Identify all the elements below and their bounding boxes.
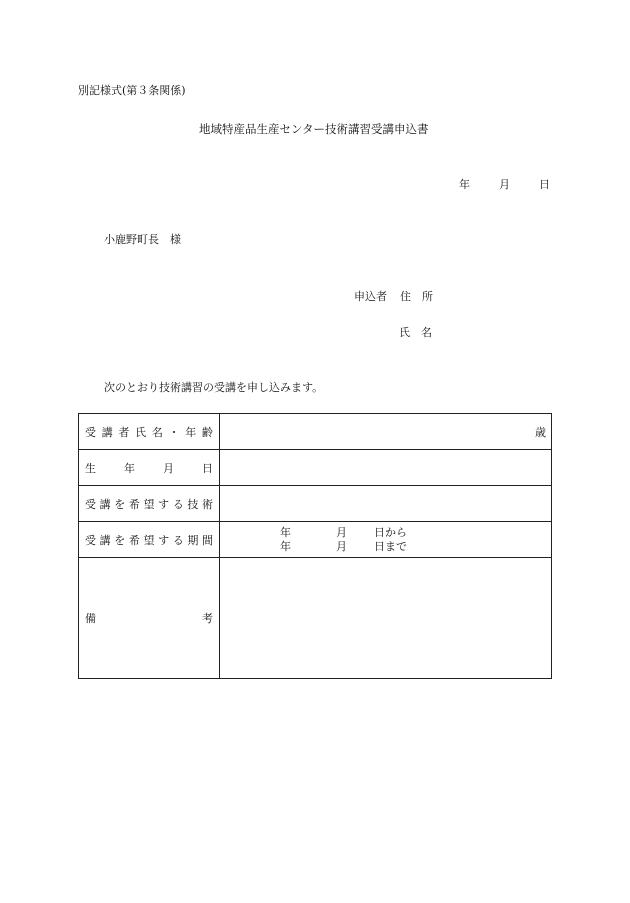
name-label: 氏 名	[399, 326, 432, 339]
applicant-label: 申込者	[354, 290, 387, 303]
label-char: 年	[185, 425, 197, 439]
intro-text: 次のとおり技術講習の受講を申し込みます。	[104, 381, 324, 394]
value-desired-period[interactable]	[220, 522, 552, 558]
label-char: 氏	[135, 425, 147, 439]
label-char: 望	[143, 533, 155, 547]
period-from-line	[280, 526, 551, 540]
period-to-line	[280, 540, 551, 554]
label-name-age	[79, 414, 220, 450]
label-char: 考	[202, 612, 213, 625]
date-line	[459, 176, 550, 192]
label-char: 期	[187, 533, 199, 547]
label-char: 齢	[201, 425, 213, 439]
row-desired-skill	[79, 486, 552, 522]
label-char: 月	[163, 461, 174, 475]
label-char: 間	[202, 533, 213, 547]
label-remarks	[79, 558, 220, 679]
label-char: 日	[202, 461, 213, 475]
label-desired-period	[79, 522, 220, 558]
document-title: 地域特産品生産センター技術講習受講申込書	[199, 122, 429, 136]
label-char: す	[158, 497, 170, 511]
label-char: る	[172, 497, 184, 511]
form-reference: 別記様式(第３条関係)	[78, 84, 186, 97]
label-char: 名	[151, 425, 163, 439]
label-char: ・	[168, 425, 180, 439]
application-table	[78, 413, 552, 679]
label-char: 術	[202, 497, 213, 511]
period-from-day: 日から	[374, 525, 407, 539]
row-desired-period	[79, 522, 552, 558]
label-char: 希	[128, 533, 140, 547]
label-char: 受	[85, 497, 96, 511]
row-remarks	[79, 558, 552, 679]
label-desired-skill	[79, 486, 220, 522]
label-char: を	[114, 533, 126, 547]
row-birthdate	[79, 450, 552, 486]
period-to-year: 年	[280, 539, 291, 553]
label-char: 希	[128, 497, 140, 511]
label-char: 年	[124, 461, 135, 475]
label-char: 者	[118, 425, 130, 439]
value-birthdate[interactable]	[220, 450, 552, 486]
label-char: 講	[101, 425, 113, 439]
date-day: 日	[539, 178, 550, 191]
period-from-year: 年	[280, 525, 291, 539]
label-char: 受	[85, 425, 96, 439]
period-to-month: 月	[336, 539, 347, 553]
label-char: を	[114, 497, 126, 511]
label-char: る	[172, 533, 184, 547]
label-char: 技	[187, 497, 199, 511]
value-remarks[interactable]	[220, 558, 552, 679]
value-name-age[interactable]	[220, 414, 552, 450]
label-char: す	[158, 533, 170, 547]
label-char: 講	[99, 497, 111, 511]
period-lines	[220, 526, 551, 554]
label-char: 望	[143, 497, 155, 511]
applicant-address-line	[354, 288, 433, 304]
address-label: 住 所	[400, 290, 433, 303]
age-suffix: 歳	[535, 425, 546, 439]
label-char: 受	[85, 533, 96, 547]
period-to-day: 日まで	[374, 539, 407, 553]
label-char: 講	[99, 533, 111, 547]
label-char: 備	[85, 612, 96, 625]
date-month: 月	[499, 178, 510, 191]
row-name-age	[79, 414, 552, 450]
label-char: 生	[85, 461, 96, 475]
date-year: 年	[459, 178, 470, 191]
label-birthdate	[79, 450, 220, 486]
addressee: 小鹿野町長 様	[104, 233, 181, 246]
period-from-month: 月	[336, 525, 347, 539]
value-desired-skill[interactable]	[220, 486, 552, 522]
